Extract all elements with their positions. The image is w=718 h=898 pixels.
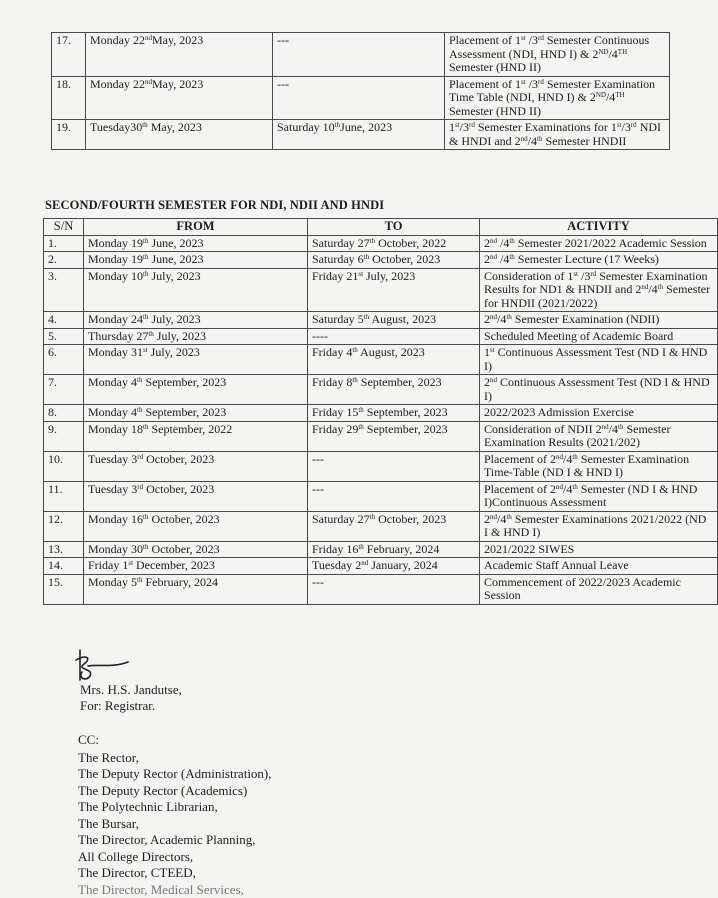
top-table-from-cell: Tuesday30th May, 2023 [86,120,273,150]
calendar-activity-cell: 2nd/4th Semester Examinations 2021/2022 (ND I & HND I) [480,511,718,541]
calendar-from-cell: Monday 4th September, 2023 [84,405,308,422]
calendar-to-cell: --- [308,481,480,511]
cc-recipient: The Polytechnic Librarian, [78,799,218,814]
calendar-sn-cell: 10. [44,451,84,481]
top-table-activity-cell: Placement of 1st /3rd Semester Continuous Assessment (NDI, HND I) & 2ND/4TH Semester (HND II) [445,33,670,77]
calendar-from-cell: Monday 19th June, 2023 [84,252,308,269]
calendar-sn-cell: 11. [44,481,84,511]
calendar-row [44,574,718,604]
calendar-from-cell: Monday 16th October, 2023 [84,511,308,541]
cc-label: CC: [78,732,99,747]
calendar-to-cell: Saturday 6th October, 2023 [308,252,480,269]
from-header: FROM [84,219,308,236]
calendar-to-cell: --- [308,574,480,604]
calendar-activity-cell: 1st Continuous Assessment Test (ND I & HND I) [480,345,718,375]
to-header: TO [308,219,480,236]
calendar-to-cell: --- [308,451,480,481]
cc-recipient: The Director, Academic Planning, [78,832,256,847]
calendar-to-cell: Friday 8th September, 2023 [308,375,480,405]
top-table-sn-cell: 18. [52,76,86,120]
calendar-to-cell: Friday 4th August, 2023 [308,345,480,375]
calendar-row [44,558,718,575]
calendar-from-cell: Monday 18th September, 2022 [84,421,308,451]
calendar-sn-cell: 1. [44,235,84,252]
calendar-activity-cell: Placement of 2nd/4th Semester (ND I & HND I)Continuous Assessment [480,481,718,511]
cc-recipient: The Director, CTEED, [78,865,196,880]
cc-recipient: All College Directors, [78,848,194,864]
calendar-to-cell: Friday 29th September, 2023 [308,421,480,451]
calendar-sn-cell: 15. [44,574,84,604]
calendar-to-cell: Saturday 27th October, 2023 [308,511,480,541]
calendar-from-cell: Monday 19th June, 2023 [84,235,308,252]
calendar-from-cell: Monday 31st July, 2023 [84,345,308,375]
calendar-to-cell: Saturday 5th August, 2023 [308,312,480,329]
calendar-row [44,345,718,375]
calendar-row [44,451,718,481]
cc-recipient: The Bursar, [78,815,139,831]
calendar-row [44,481,718,511]
calendar-row [44,511,718,541]
calendar-from-cell: Monday 10th July, 2023 [84,268,308,312]
previous-semester-table [51,32,670,150]
top-table-row [52,120,670,150]
top-table-from-cell: Monday 22ndMay, 2023 [86,76,273,120]
calendar-to-cell: Saturday 27th October, 2022 [308,235,480,252]
cut-off-line: The Director, Medical Services, [78,881,244,897]
calendar-to-cell: Friday 15th September, 2023 [308,405,480,422]
sn-header: S/N [44,219,84,236]
signatory-name: Mrs. H.S. Jandutse, [80,682,182,697]
calendar-activity-cell: 2022/2023 Admission Exercise [480,405,718,422]
calendar-sn-cell: 12. [44,511,84,541]
signatory-block [80,682,182,714]
calendar-to-cell: Friday 21st July, 2023 [308,268,480,312]
calendar-sn-cell: 4. [44,312,84,329]
calendar-from-cell: Thursday 27th July, 2023 [84,328,308,345]
top-table-to-cell: --- [273,76,445,120]
calendar-sn-cell: 8. [44,405,84,422]
calendar-from-cell: Tuesday 3rd October, 2023 [84,451,308,481]
semester-calendar-table [43,218,718,605]
calendar-from-cell: Tuesday 3rd October, 2023 [84,481,308,511]
table-header-row [44,219,718,236]
top-table-activity-cell: 1st/3rd Semester Examinations for 1st/3rd NDI & HNDI and 2nd/4th Semester HNDII [445,120,670,150]
registrar-signature [72,648,136,684]
calendar-from-cell: Monday 30th October, 2023 [84,541,308,558]
section-heading: SECOND/FOURTH SEMESTER FOR NDI, NDII AND HNDI [45,198,385,212]
calendar-to-cell: Friday 16th February, 2024 [308,541,480,558]
calendar-activity-cell: 2021/2022 SIWES [480,541,718,558]
calendar-activity-cell: Academic Staff Annual Leave [480,558,718,575]
calendar-row [44,252,718,269]
cc-recipient: The Deputy Rector (Administration), [78,766,272,781]
cc-recipient: The Deputy Rector (Academics) [78,782,248,798]
calendar-sn-cell: 5. [44,328,84,345]
calendar-row [44,421,718,451]
calendar-sn-cell: 13. [44,541,84,558]
calendar-row [44,328,718,345]
cc-recipient: The Rector, [78,749,139,765]
calendar-from-cell: Monday 4th September, 2023 [84,375,308,405]
top-table-to-cell: --- [273,33,445,77]
calendar-activity-cell: Commencement of 2022/2023 Academic Session [480,574,718,604]
top-table-row [52,33,670,77]
top-table-sn-cell: 19. [52,120,86,150]
calendar-to-cell: ---- [308,328,480,345]
calendar-sn-cell: 14. [44,558,84,575]
previous-semester-rows [52,33,670,150]
top-table-row [52,76,670,120]
calendar-activity-cell: 2nd /4th Semester 2021/2022 Academic Session [480,235,718,252]
top-table-to-cell: Saturday 10thJune, 2023 [273,120,445,150]
calendar-from-cell: Monday 5th February, 2024 [84,574,308,604]
calendar-sn-cell: 6. [44,345,84,375]
calendar-activity-cell: Consideration of 1st /3rd Semester Examination Results for ND1 & HNDII and 2nd/4th Semester for HNDII (2021/2022) [480,268,718,312]
calendar-row [44,405,718,422]
calendar-row [44,312,718,329]
calendar-activity-cell: 2nd/4th Semester Examination (NDII) [480,312,718,329]
calendar-activity-cell: Placement of 2nd/4th Semester Examination Time-Table (ND I & HND I) [480,451,718,481]
calendar-from-cell: Friday 1st December, 2023 [84,558,308,575]
signatory-role: For: Registrar. [80,698,156,713]
calendar-row [44,541,718,558]
calendar-row [44,235,718,252]
calendar-activity-cell: 2nd Continuous Assessment Test (ND I & HND I) [480,375,718,405]
top-table-sn-cell: 17. [52,33,86,77]
calendar-sn-cell: 7. [44,375,84,405]
calendar-sn-cell: 9. [44,421,84,451]
calendar-sn-cell: 2. [44,252,84,269]
calendar-row [44,375,718,405]
activity-header: ACTIVITY [480,219,718,236]
top-table-from-cell: Monday 22ndMay, 2023 [86,33,273,77]
calendar-activity-cell: 2nd /4th Semester Lecture (17 Weeks) [480,252,718,269]
calendar-activity-cell: Consideration of NDII 2nd/4th Semester Examination Results (2021/202) [480,421,718,451]
calendar-row [44,268,718,312]
calendar-rows [44,235,718,604]
calendar-activity-cell: Scheduled Meeting of Academic Board [480,328,718,345]
top-table-activity-cell: Placement of 1st /3rd Semester Examination Time Table (NDI, HND I) & 2ND/4TH Semester (HND II) [445,76,670,120]
calendar-sn-cell: 3. [44,268,84,312]
cc-list [78,732,272,897]
cc-recipients [78,750,272,882]
calendar-from-cell: Monday 24th July, 2023 [84,312,308,329]
calendar-to-cell: Tuesday 2nd January, 2024 [308,558,480,575]
